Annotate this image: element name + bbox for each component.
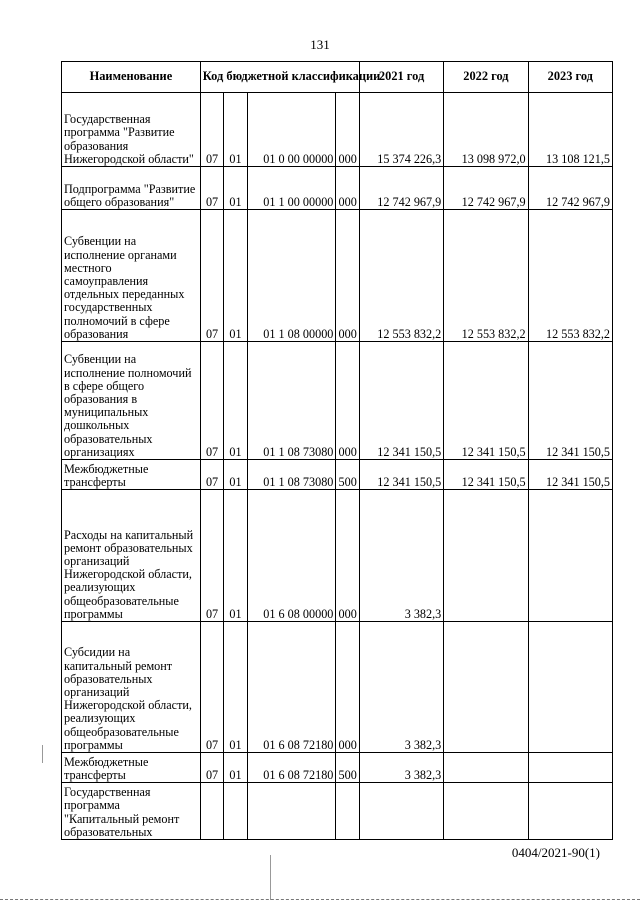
row-amount-2021: 12 341 150,5 <box>359 342 443 460</box>
table-row <box>62 342 613 460</box>
row-amount-2022 <box>444 622 528 753</box>
row-name: Межбюджетные трансферты <box>62 753 201 783</box>
row-code-section: 07 <box>200 753 223 783</box>
table-row <box>62 167 613 210</box>
table-row <box>62 93 613 167</box>
row-code-target: 01 6 08 00000 <box>247 490 336 622</box>
row-amount-2023: 13 108 121,5 <box>528 93 612 167</box>
row-amount-2023 <box>528 490 612 622</box>
row-code-type: 500 <box>336 753 360 783</box>
row-amount-2023 <box>528 783 612 840</box>
row-amount-2021: 3 382,3 <box>359 490 443 622</box>
row-code-section: 07 <box>200 210 223 342</box>
row-name: Государственная программа "Развитие образования Нижегородской области" <box>62 93 201 167</box>
row-code-subsection: 01 <box>224 210 247 342</box>
row-code-section: 07 <box>200 93 223 167</box>
row-code-section: 07 <box>200 490 223 622</box>
row-amount-2021: 12 341 150,5 <box>359 460 443 490</box>
row-code-type: 000 <box>336 490 360 622</box>
row-code-type: 000 <box>336 167 360 210</box>
row-amount-2023 <box>528 622 612 753</box>
row-amount-2023 <box>528 753 612 783</box>
row-code-type <box>336 783 360 840</box>
header-name: Наименование <box>62 62 201 93</box>
row-name: Субвенции на исполнение полномочий в сфере общего образования в муниципальных дошкольных образовательных организациях <box>62 342 201 460</box>
row-amount-2021: 12 742 967,9 <box>359 167 443 210</box>
row-amount-2022 <box>444 490 528 622</box>
row-code-subsection <box>224 783 247 840</box>
row-code-subsection: 01 <box>224 460 247 490</box>
row-amount-2021 <box>359 783 443 840</box>
row-amount-2022 <box>444 783 528 840</box>
table-row <box>62 210 613 342</box>
row-name: Субсидии на капитальный ремонт образовательных организаций Нижегородской области, реализующих общеобразовательные программы <box>62 622 201 753</box>
row-code-section: 07 <box>200 167 223 210</box>
page-number: 131 <box>310 37 330 52</box>
table-row <box>62 783 613 840</box>
row-code-subsection: 01 <box>224 753 247 783</box>
row-amount-2022: 12 553 832,2 <box>444 210 528 342</box>
row-code-target: 01 1 08 73080 <box>247 342 336 460</box>
row-code-target: 01 6 08 72180 <box>247 753 336 783</box>
table-header-row <box>62 62 613 93</box>
row-amount-2023: 12 341 150,5 <box>528 460 612 490</box>
row-amount-2022 <box>444 753 528 783</box>
document-number: 0404/2021-90(1) <box>511 845 600 860</box>
row-amount-2021: 3 382,3 <box>359 622 443 753</box>
scan-artifact-tick <box>42 745 43 763</box>
row-code-section: 07 <box>200 342 223 460</box>
row-name: Государственная программа "Капитальный ремонт образовательных <box>62 783 201 840</box>
row-amount-2021: 12 553 832,2 <box>359 210 443 342</box>
row-amount-2023: 12 553 832,2 <box>528 210 612 342</box>
row-code-target: 01 1 00 00000 <box>247 167 336 210</box>
row-amount-2023: 12 742 967,9 <box>528 167 612 210</box>
row-code-target: 01 1 08 73080 <box>247 460 336 490</box>
row-code-subsection: 01 <box>224 622 247 753</box>
table-row <box>62 490 613 622</box>
header-2021: 2021 год <box>359 62 443 93</box>
row-code-subsection: 01 <box>224 342 247 460</box>
row-code-subsection: 01 <box>224 167 247 210</box>
row-code-section: 07 <box>200 460 223 490</box>
table-row <box>62 753 613 783</box>
header-2023: 2023 год <box>528 62 612 93</box>
row-amount-2022: 13 098 972,0 <box>444 93 528 167</box>
row-code-type: 500 <box>336 460 360 490</box>
row-code-type: 000 <box>336 622 360 753</box>
row-code-target: 01 6 08 72180 <box>247 622 336 753</box>
scan-artifact-edge <box>0 899 640 900</box>
row-code-target <box>247 783 336 840</box>
budget-table <box>61 61 613 840</box>
header-code: Код бюджетной классификации <box>200 62 359 93</box>
row-code-subsection: 01 <box>224 93 247 167</box>
table-row <box>62 460 613 490</box>
header-2022: 2022 год <box>444 62 528 93</box>
row-code-section: 07 <box>200 622 223 753</box>
row-name: Межбюджетные трансферты <box>62 460 201 490</box>
row-amount-2021: 15 374 226,3 <box>359 93 443 167</box>
row-code-subsection: 01 <box>224 490 247 622</box>
row-code-type: 000 <box>336 342 360 460</box>
row-name: Субвенции на исполнение органами местного самоуправления отдельных переданных государственных полномочий в сфере образования <box>62 210 201 342</box>
row-code-type: 000 <box>336 93 360 167</box>
row-code-section <box>200 783 223 840</box>
row-code-target: 01 1 08 00000 <box>247 210 336 342</box>
scan-artifact-line <box>270 855 271 900</box>
row-amount-2021: 3 382,3 <box>359 753 443 783</box>
row-amount-2022: 12 742 967,9 <box>444 167 528 210</box>
row-amount-2023: 12 341 150,5 <box>528 342 612 460</box>
row-code-target: 01 0 00 00000 <box>247 93 336 167</box>
row-amount-2022: 12 341 150,5 <box>444 342 528 460</box>
row-name: Расходы на капитальный ремонт образовательных организаций Нижегородской области, реализующих общеобразовательные программы <box>62 490 201 622</box>
row-name: Подпрограмма "Развитие общего образования" <box>62 167 201 210</box>
row-code-type: 000 <box>336 210 360 342</box>
table-row <box>62 622 613 753</box>
row-amount-2022: 12 341 150,5 <box>444 460 528 490</box>
